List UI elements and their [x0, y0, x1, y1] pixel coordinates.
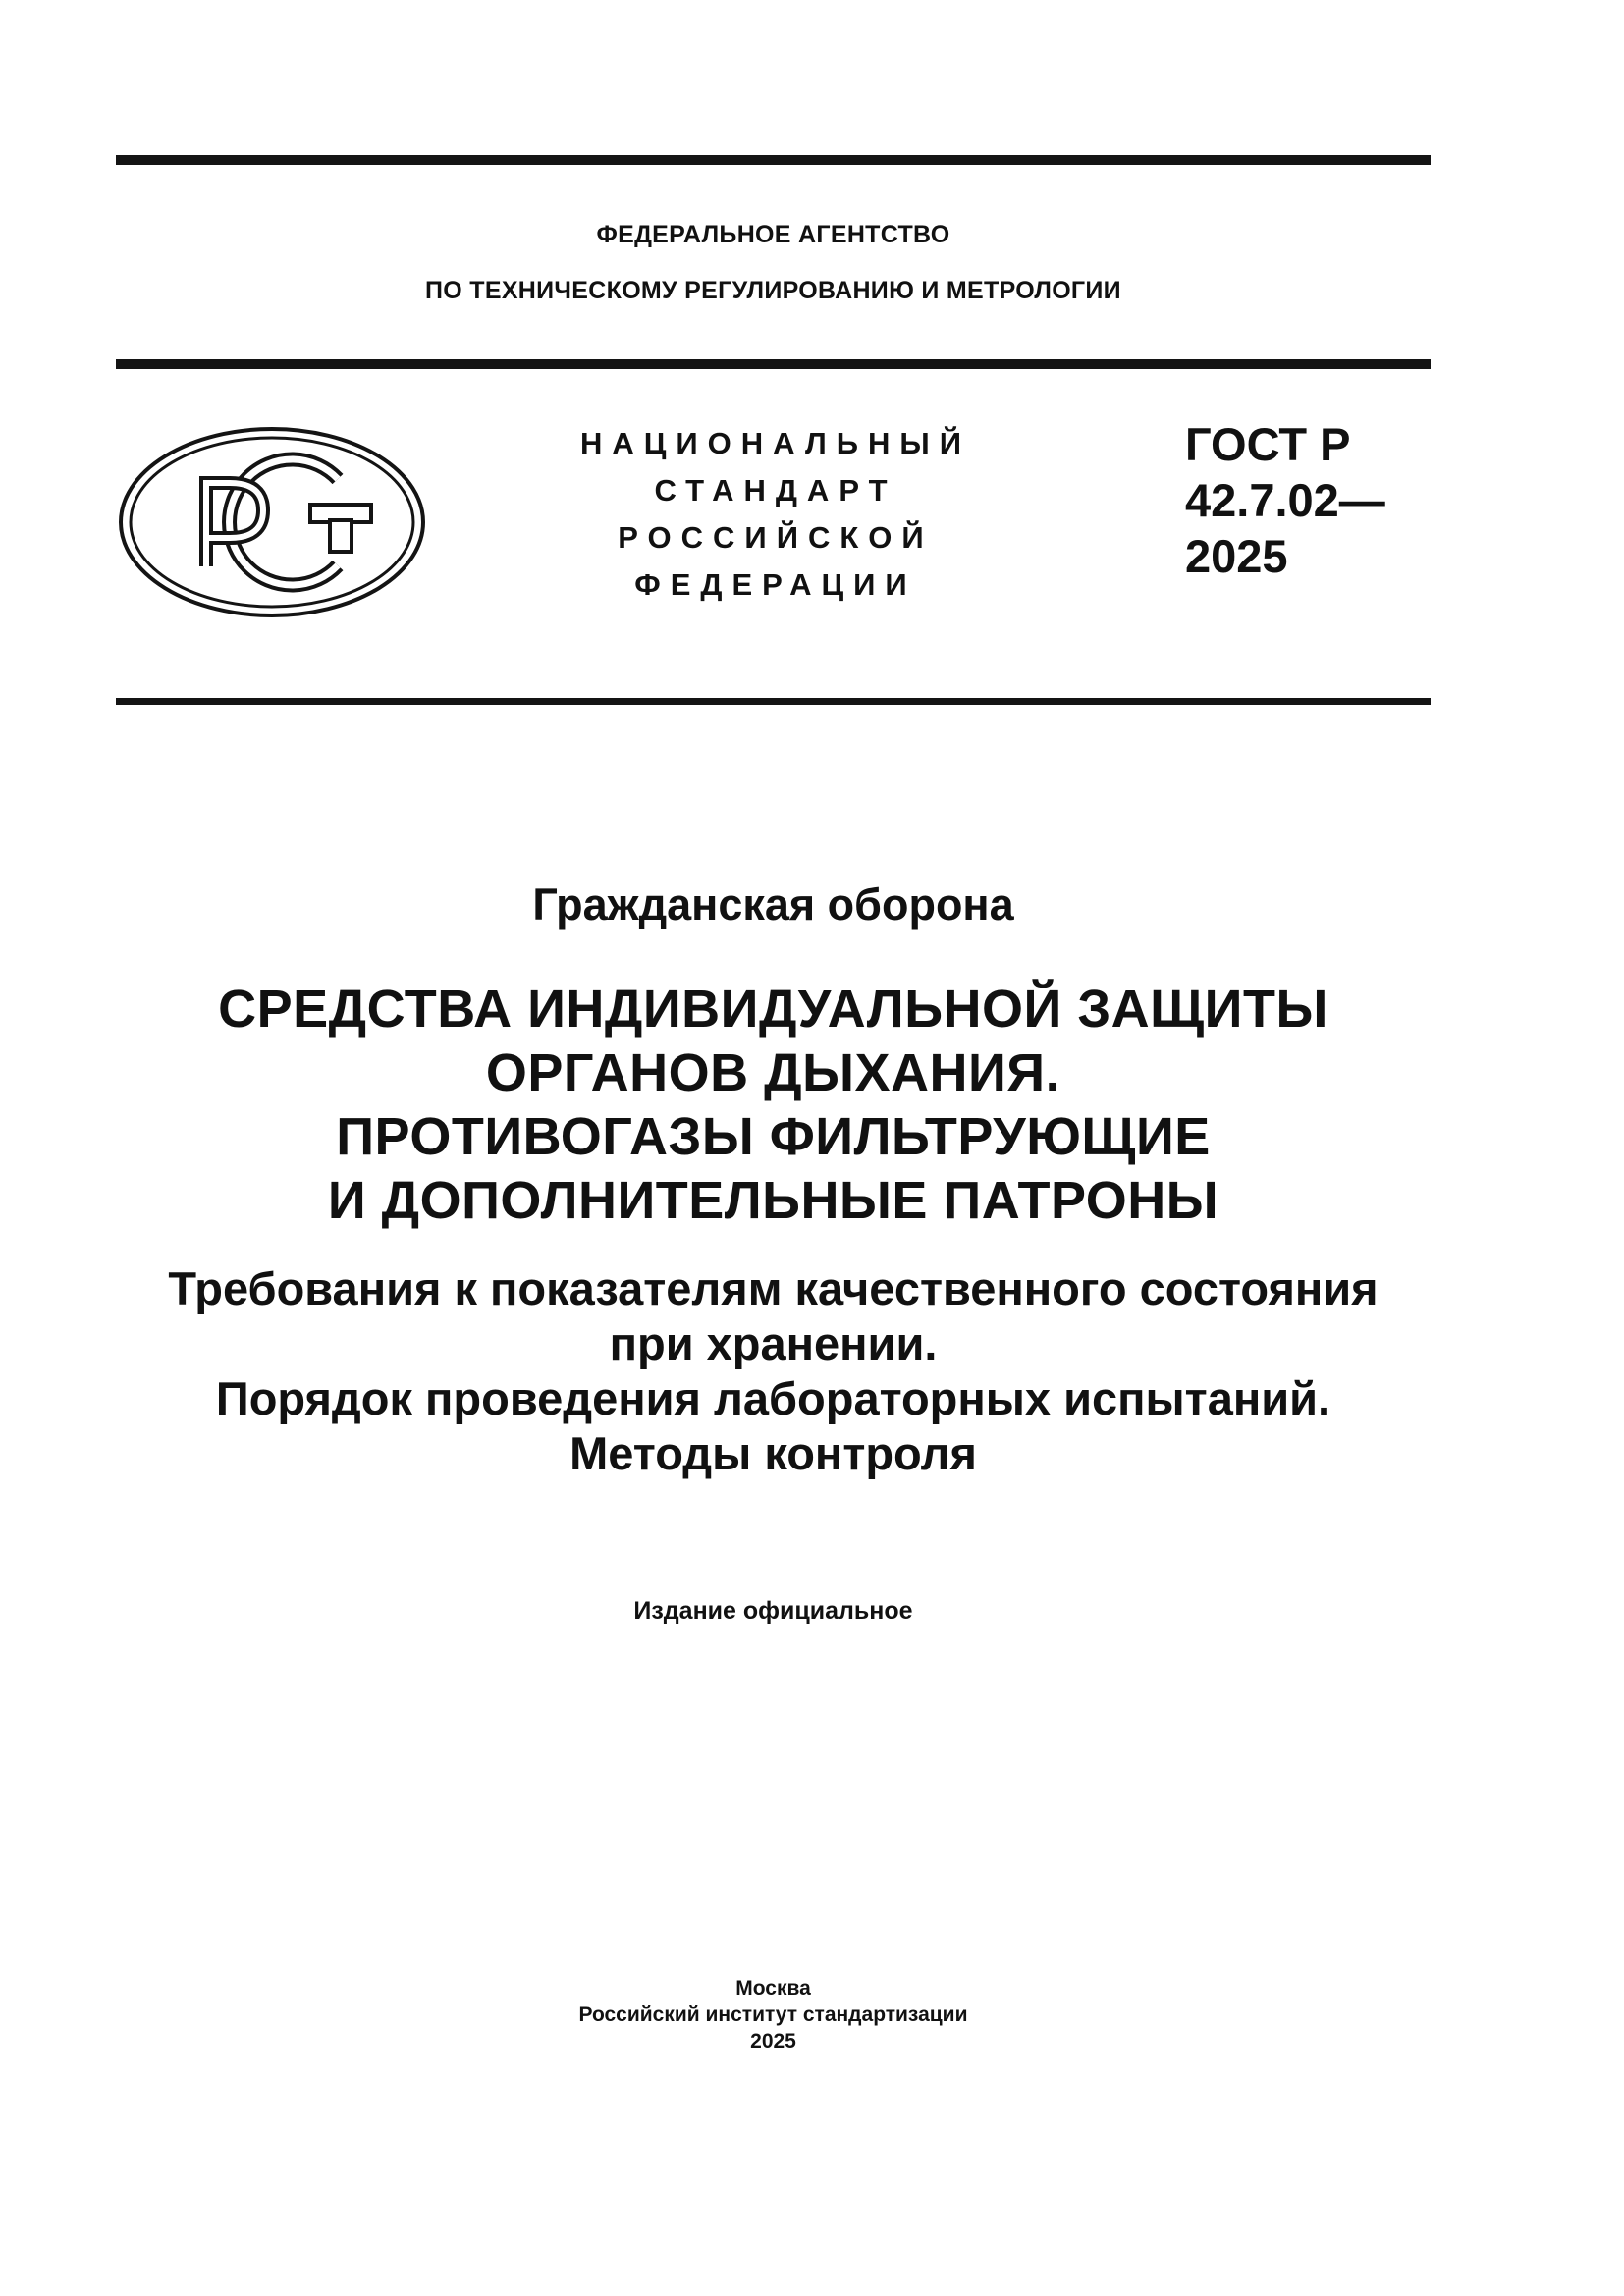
- national-standard-line: РОССИЙСКОЙ: [618, 520, 934, 555]
- designation-line: 42.7.02—: [1185, 474, 1385, 526]
- title-line: СРЕДСТВА ИНДИВИДУАЛЬНОЙ ЗАЩИТЫ: [218, 980, 1328, 1039]
- national-standard-line: СТАНДАРТ: [654, 473, 897, 507]
- imprint: [0, 1975, 1546, 2055]
- national-standard-line: НАЦИОНАЛЬНЫЙ: [579, 426, 972, 460]
- designation-line: 2025: [1185, 530, 1288, 582]
- imprint-year: 2025: [750, 2030, 796, 2053]
- title-line: ОРГАНОВ ДЫХАНИЯ.: [485, 1043, 1061, 1102]
- header-rule: [116, 359, 1431, 369]
- agency-line-2: ПО ТЕХНИЧЕСКОМУ РЕГУЛИРОВАНИЮ И МЕТРОЛОГИИ: [425, 277, 1121, 304]
- subtitle-line: Требования к показателям качественного состояния: [168, 1262, 1379, 1314]
- top-rule: [116, 155, 1431, 165]
- subject-area: Гражданская оборона: [532, 880, 1014, 930]
- title-line: ПРОТИВОГАЗЫ ФИЛЬТРУЮЩИЕ: [336, 1107, 1211, 1166]
- title-line: И ДОПОЛНИТЕЛЬНЫЕ ПАТРОНЫ: [327, 1171, 1219, 1230]
- imprint-city: Москва: [735, 1977, 811, 2000]
- subtitle-line: Порядок проведения лабораторных испытаний.: [215, 1372, 1331, 1424]
- edition-note: Издание официальное: [633, 1597, 913, 1625]
- rst-certification-mark-icon: [116, 424, 428, 620]
- document-title: [0, 978, 1546, 1233]
- document-subtitle: [0, 1261, 1546, 1481]
- imprint-publisher: Российский институт стандартизации: [578, 2003, 968, 2026]
- subtitle-line: при хранении.: [609, 1317, 938, 1369]
- national-standard-line: ФЕДЕРАЦИИ: [634, 567, 917, 602]
- title-block-rule: [116, 698, 1431, 705]
- national-standard-label: [550, 420, 1001, 609]
- agency-line-1: ФЕДЕРАЛЬНОЕ АГЕНТСТВО: [596, 221, 950, 248]
- designation-line: ГОСТ Р: [1185, 418, 1351, 470]
- standard-designation: [1185, 416, 1440, 584]
- subtitle-line: Методы контроля: [569, 1427, 977, 1479]
